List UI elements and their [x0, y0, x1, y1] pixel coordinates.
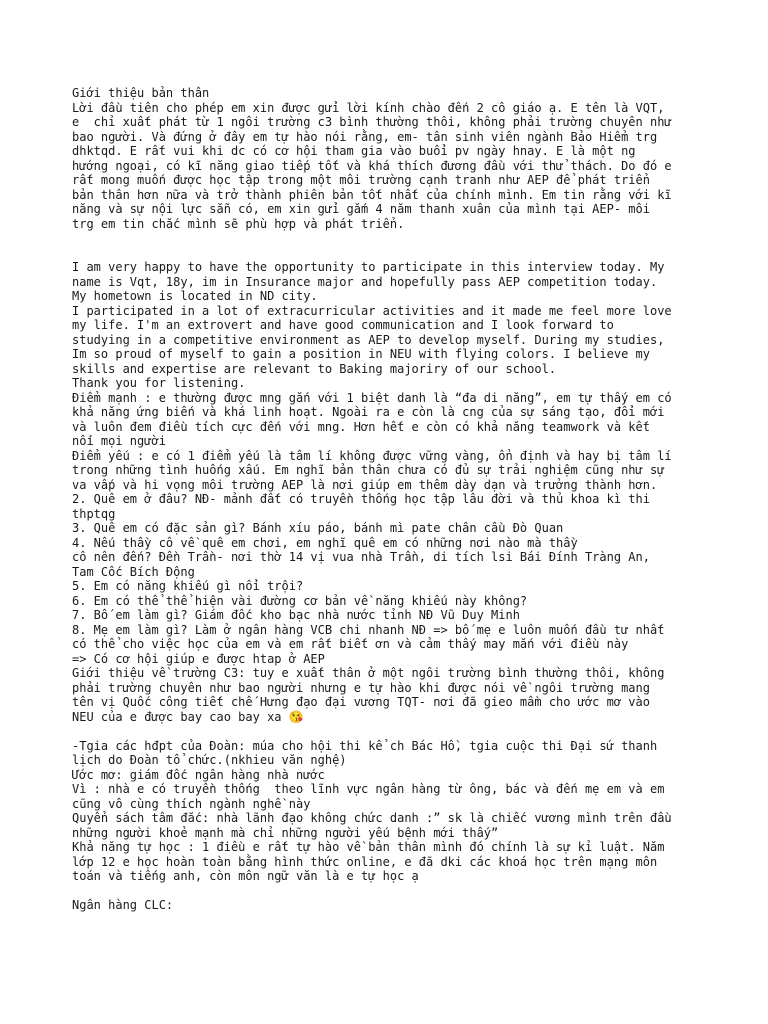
text-line: NEU của e được bay cao bay xa 😘	[72, 709, 304, 724]
text-line: bao người. Và đứng ở đây em tự hào nói rằng, em- tân sinh viên ngành Bảo Hiểm trg	[72, 129, 658, 144]
blank-line	[72, 231, 712, 246]
blank-line	[72, 246, 712, 261]
text-line: I am very happy to have the opportunity to participate in this interview today. My	[72, 260, 665, 274]
text-line: bản thân hơn nữa và trở thành phiên bản tốt nhất của chính mình. Em tin rằng với kĩ	[72, 187, 672, 202]
text-line: I participated in a lot of extracurricular activities and it made me feel more love	[72, 303, 672, 318]
text-line: 3. Quê em có đặc sản gì? Bánh xíu páo, bánh mì pate chân cầu Đò Quan	[72, 521, 564, 535]
document-body	[72, 86, 712, 913]
text-line: khả năng ứng biến và khá linh hoạt. Ngoài ra e còn là cng của sự sáng tạo, đổi mới	[72, 405, 665, 419]
text-line: phải trường chuyên như bao người nhưng e tự hào khi được nói về ngôi trường mang	[72, 680, 650, 695]
text-line: có thể cho việc học của em và em rất biết ơn và cảm thấy may mắn với điều này	[72, 637, 629, 651]
text-line: Ước mơ: giám đốc ngân hàng nhà nước	[72, 767, 325, 782]
text-line: tên vị Quốc công tiết chế Hưng đạo đại vương TQT- nơi đã gieo mầm cho ước mơ vào	[72, 695, 650, 709]
text-line: 2. Quê em ở đâu? NĐ- mảnh đất có truyền thống học tập lâu đời và thủ khoa kì thi	[72, 492, 650, 506]
text-line: studying in a competitive environment as AEP to develop myself. During my studies,	[72, 332, 665, 347]
text-line: Điểm mạnh : e thường được mng gắn với 1 biệt danh là “đa di năng”, em tự thấy em có	[72, 390, 672, 405]
text-line: 6. Em có thể thể hiện vài đường cơ bản về năng khiếu này không?	[72, 593, 528, 608]
blank-line	[72, 884, 712, 899]
text-line: hướng ngoại, có kĩ năng giao tiếp tốt và khá thích đương đầu với thử thách. Do đó e	[72, 158, 672, 173]
text-line: cô nên đến? Đền Trần- nơi thờ 14 vị vua nhà Trần, di tích lsi Bái Đính Tràng An,	[72, 550, 650, 564]
text-line: nối mọi người	[72, 434, 166, 448]
text-line: lớp 12 e học hoàn toàn bằng hình thức online, e đã dki các khoá học trên mạng môn	[72, 854, 658, 869]
text-line: Lời đầu tiên cho phép em xin được gửi lời kính chào đến 2 cô giáo ạ. E tên là VQT,	[72, 100, 665, 115]
text-line: Im so proud of myself to gain a position in NEU with flying colors. I believe my	[72, 347, 650, 361]
text-line: dhktqd. E rất vui khi dc có cơ hội tham gia vào buổi pv ngày hnay. E là một ng	[72, 144, 636, 158]
text-line: 4. Nếu thầy cô về quê em chơi, em nghĩ quê em có những nơi nào mà thầy	[72, 535, 578, 550]
text-line: va vấp và hi vọng môi trường AEP là nơi giúp em thêm dày dạn và trưởng thành hơn.	[72, 477, 658, 492]
text-line: Giới thiệu bản thân	[72, 86, 210, 100]
text-line: năng và sự nội lực sẵn có, em xin gửi gắm 4 năm thanh xuân của mình tại AEP- môi	[72, 202, 650, 216]
text-line: những người khoẻ mạnh mà chỉ những người yếu bệnh mới thấy”	[72, 825, 499, 840]
text-line: Ngân hàng CLC:	[72, 898, 174, 912]
text-line: Tam Cốc Bích Động	[72, 564, 195, 579]
text-line: rất mong muốn được học tập trong một môi trường cạnh tranh như AEP để phát triển	[72, 173, 650, 187]
text-line: -Tgia các hđpt của Đoàn: múa cho hội thi kể ch Bác Hồ, tgia cuộc thi Đại sứ thanh	[72, 738, 658, 753]
text-line: trong những tình huống xấu. Em nghĩ bản thân chưa có đủ sự trải nghiệm cũng như sự	[72, 463, 665, 477]
text-line: Giới thiệu về trường C3: tuy e xuất thân ở một ngôi trường bình thường thôi, không	[72, 666, 665, 680]
text-line: lịch do Đoàn tổ chức.(nkhieu văn nghệ)	[72, 753, 347, 767]
text-line: Vì : nhà e có truyền thống theo lĩnh vực ngân hàng từ ông, bác và đến mẹ em và em	[72, 782, 665, 796]
text-line: 8. Mẹ em làm gì? Làm ở ngân hàng VCB chi nhanh NĐ => bố mẹ e luôn muốn đầu tư nhất	[72, 622, 665, 637]
text-line: toán và tiếng anh, còn môn ngữ văn là e tự học ạ	[72, 869, 419, 883]
blank-line	[72, 724, 712, 739]
text-line: Quyển sách tâm đắc: nhà lãnh đạo không chức danh :” sk là chiếc vương mình trên đầu	[72, 811, 672, 825]
text-line: My hometown is located in ND city.	[72, 289, 318, 303]
text-line: Điểm yếu : e có 1 điểm yếu là tâm lí không được vững vàng, ổn định và hay bị tâm lí	[72, 448, 672, 463]
text-line: my life. I'm an extrovert and have good communication and I look forward to	[72, 318, 614, 332]
text-line: Thank you for listening.	[72, 376, 246, 390]
text-line: 5. Em có năng khiếu gì nổi trội?	[72, 579, 304, 593]
text-line: skills and expertise are relevant to Baking majoriry of our school.	[72, 361, 557, 376]
text-line: và luôn đem điều tích cực đến với mng. Hơn hết e còn có khả năng teamwork và kết	[72, 419, 650, 434]
text-line: => Có cơ hội giúp e được htap ở AEP	[72, 651, 325, 666]
text-line: Khả năng tự học : 1 điều e rất tự hào về bản thân mình đó chính là sự kỉ luật. Năm	[72, 840, 665, 854]
text-line: thptqg	[72, 506, 116, 521]
text-line: name is Vqt, 18y, im in Insurance major and hopefully pass AEP competition today.	[72, 274, 658, 289]
text-line: 7. Bố em làm gì? Giám đốc kho bạc nhà nước tỉnh NĐ Vũ Duy Minh	[72, 608, 520, 622]
text-line: cũng vô cùng thích ngành nghề này	[72, 796, 311, 811]
text-line: trg em tin chắc mình sẽ phù hợp và phát triển.	[72, 216, 405, 231]
text-line: e chỉ xuất phát từ 1 ngôi trường c3 bình thường thôi, không phải trường chuyên như	[72, 115, 672, 129]
